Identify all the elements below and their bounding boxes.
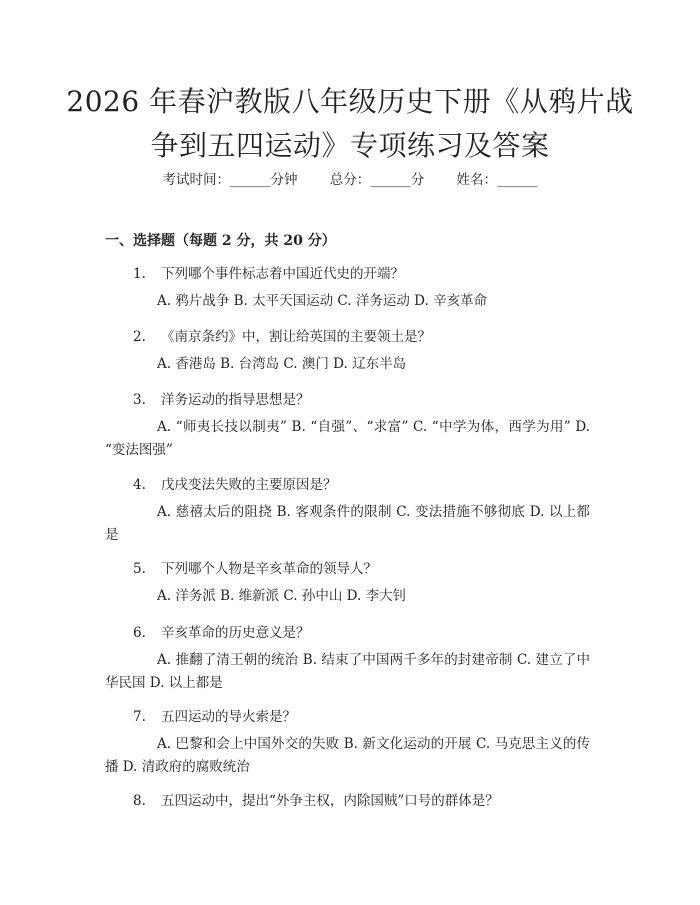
title-line-1: 2026 年春沪教版八年级历史下册《从鸦片战 [66,85,634,118]
question-5: 5. 下列哪个人物是辛亥革命的领导人？ [133,561,377,577]
exam-time: 考试时间：______分钟 [162,172,298,188]
question-7: 7. 五四运动的导火索是？ [133,709,296,725]
question-2: 2. 《南京条约》中，割让给英国的主要领土是？ [133,329,431,345]
exam-meta [0,168,700,188]
total-score: 总分：______分 [329,172,425,188]
question-8: 8. 五四运动中，提出“外争主权，内除国贼”口号的群体是？ [133,793,499,809]
question-6-options: A. 推翻了清王朝的统治 B. 结束了中国两千多年的封建帝制 C. 建立了中华民国 D. 以上都是 [105,652,590,691]
question-7-options: A. 巴黎和会上中国外交的失败 B. 新文化运动的开展 C. 马克思主义的传播 D. 清政府的腐败统治 [105,736,590,775]
question-4-options: A. 慈禧太后的阻挠 B. 客观条件的限制 C. 变法措施不够彻底 D. 以上都是 [105,504,590,543]
question-1-options: A. 鸦片战争 B. 太平天国运动 C. 洋务运动 D. 辛亥革命 [157,293,488,309]
document-title [60,80,640,168]
question-4: 4. 戊戌变法失败的主要原因是？ [133,477,337,493]
question-3-options: A. “师夷长技以制夷” B. “自强”、“求富” C. “中学为体，西学为用” D. “变法图强” [105,419,590,458]
question-1: 1. 下列哪个事件标志着中国近代史的开端？ [133,266,404,282]
question-5-options: A. 洋务派 B. 维新派 C. 孙中山 D. 李大钊 [157,588,407,604]
student-name: 姓名：______ [456,172,538,188]
question-2-options: A. 香港岛 B. 台湾岛 C. 澳门 D. 辽东半岛 [157,356,407,372]
question-6: 6. 辛亥革命的历史意义是？ [133,625,310,641]
section-heading: 一、选择题（每题 2 分，共 20 分） [105,233,336,249]
title-line-2: 争到五四运动》专项练习及答案 [150,129,550,162]
question-3: 3. 洋务运动的指导思想是？ [133,392,310,408]
